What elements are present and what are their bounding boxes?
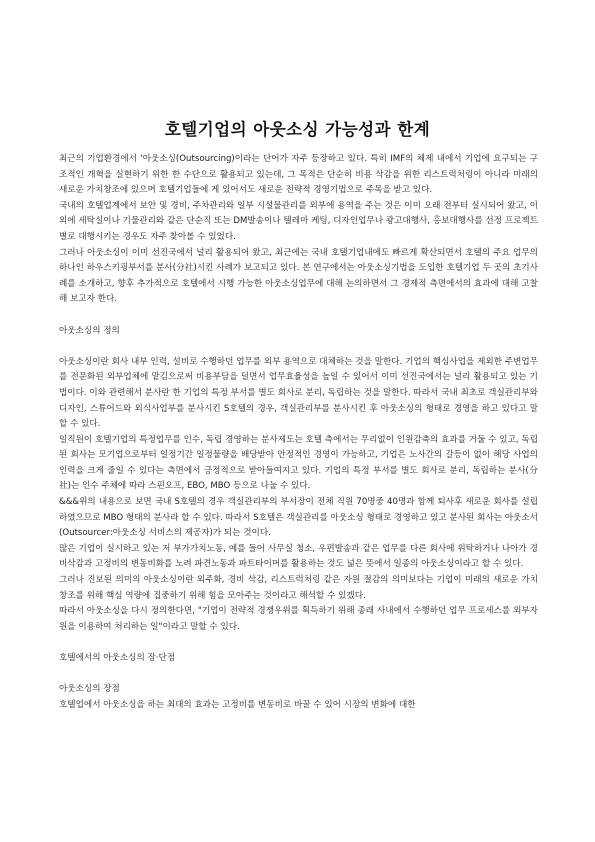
intro-paragraph-2: 국내의 호텔업계에서 보안 및 경비, 주차관리와 일부 시설물관리를 외부에 용역을 주는 것은 이미 오래 전부터 실시되어 왔고, 이외에 세탁실이나 기물관리와 같은 단순직 또는 DM발송이나 텔레마 케팅, 디자인업무나 광고대행사, 홍보대행사를 선정 프로젝트별로 대행시키는 경우도 자주 찾아볼 수 있었다. [59,200,538,242]
definition-paragraph-6: 따라서 아웃소싱을 다시 정의한다면, "기업이 전략적 경쟁우위를 획득하기 위해 종래 사내에서 수행하던 업무 프로세스를 외부자원을 이용하여 처리하는 일"이라고 말할 수 있다. [59,606,538,632]
definition-paragraph-4: 많은 기업이 실시하고 있는 저 부가가치노동, 예를 들어 사무실 청소, 우편발송과 같은 업무를 다른 회사에 위탁하거나 나아가 경비삭감과 고정비의 변동비화를 노려 파견노동과 파트타이머를 활용하는 것도 넓은 뜻에서 일종의 아웃소싱이라고 할 수 있다. [59,543,538,570]
document-body [59,152,538,713]
document-title: 호텔기업의 아웃소싱 가능성과 한계 [164,120,431,139]
definition-paragraph-5: 그러나 진보된 의미의 아웃소싱이란 외주화, 경비 삭감, 리스트럭처링 같은 자원 절감의 의미보다는 기업이 미래의 새로운 가치 창조를 위해 핵심 역량에 집중하기 위해 힘을 모아주는 것이라고 해석할 수 있겠다. [59,575,538,601]
definition-paragraph-1: 아웃소싱이란 회사 내부 인력, 설비로 수행하던 업무를 외부 용역으로 대체하는 것을 말한다. 기업의 핵심사업을 제외한 주변업무를 전문화된 외부업체에 맡김으로써 비용부담을 덜면서 업무효율성을 높일 수 있어서 이미 선진국에서는 널리 활용되고 있는 기법이다. 이와 관련해서 분사란 한 기업의 특정 부서를 별도 회사로 분리, 독립하는 것을 말한다. 따라서 국내 최초로 객실관리부와 디자인, 스튜어드와 외식사업부를 분사시킨 S호텔의 경우, 객실관리부를 분사시킨 후 아웃소싱의 형태로 경영을 하고 있다고 말할 수 있다. [59,356,538,430]
section-heading-definition: 아웃소싱의 정의 [59,325,120,336]
section-heading-pros-cons: 호텔에서의 아웃소싱의 장·단점 [59,653,176,663]
definition-paragraph-3: &&&위의 내용으로 보면 국내 S호텔의 경우 객실관리부의 부서장이 전체 직원 70명중 40명과 함께 퇴사후 새로운 회사를 설립하였으므로 MBO 형태의 분사라 할 수 있다. 따라서 S호텔은 객실관리를 아웃소싱 형태로 경영하고 있고 분사된 회사는 아웃소서(Outsourcer:아웃소싱 서비스의 제공자)가 되는 것이다. [59,497,538,539]
subsection-heading-advantages: 아웃소싱의 장점 [59,684,120,695]
intro-paragraph-1: 최근의 기업환경에서 '아웃소싱(Outsourcing)이라는 단어가 자주 등장하고 있다. 특히 IMF의 체제 내에서 기업에 요구되는 구조적인 개혁을 실현하기 위한 한 수단으로 활용되고 있는데, 그 목적은 단순히 비용 삭감을 위한 리스트럭처링이 아니라 미래의 새로운 가치창조에 있으며 호텔기업들에 게 있어서도 새로운 전략적 경영기법으로 주목을 받고 있다. [59,154,538,196]
intro-paragraph-3: 그러나 아웃소싱이 이미 선진국에서 널리 활용되어 왔고, 최근에는 국내 호텔기업내에도 빠르게 확산되면서 호텔의 주요 업무의 하나인 하우스키핑부서를 분사(分社)시킨 사례가 보고되고 있다. 본 연구에서는 아웃소싱기법을 도입한 호텔기업 두 곳의 초기사례를 소개하고, 향후 추가적으로 호텔에서 시행 가능한 아웃소싱업무에 대해 논의하면서 그 경제적 측면에서의 효과에 대해 고찰해 보고자 한다. [59,247,538,305]
definition-paragraph-2: 일직원이 호텔기업의 특정업무를 인수, 독립 경영하는 분사제도는 호텔 측에서는 무리없이 인원감축의 효과를 거둘 수 있고, 독립된 회사는 모기업으로부터 일정기간 일정물량을 배당받아 안정적인 경영이 가능하고, 기업은 노사간의 갈등이 없이 해당 사업의 인력을 크게 줄일 수 있다는 측면에서 긍정적으로 받아들여지고 있다. 기업의 특정 부서를 별도 회사로 분리, 독립하는 분사(分社)는 인수 주체에 따라 스핀오프, EBO, MBO 등으로 나눌 수 있다. [59,434,538,492]
advantages-paragraph: 호텔업에서 아웃소싱을 하는 최대의 효과는 고정비를 변동비로 바꿀 수 있어 시장의 변화에 대한 [59,699,416,710]
